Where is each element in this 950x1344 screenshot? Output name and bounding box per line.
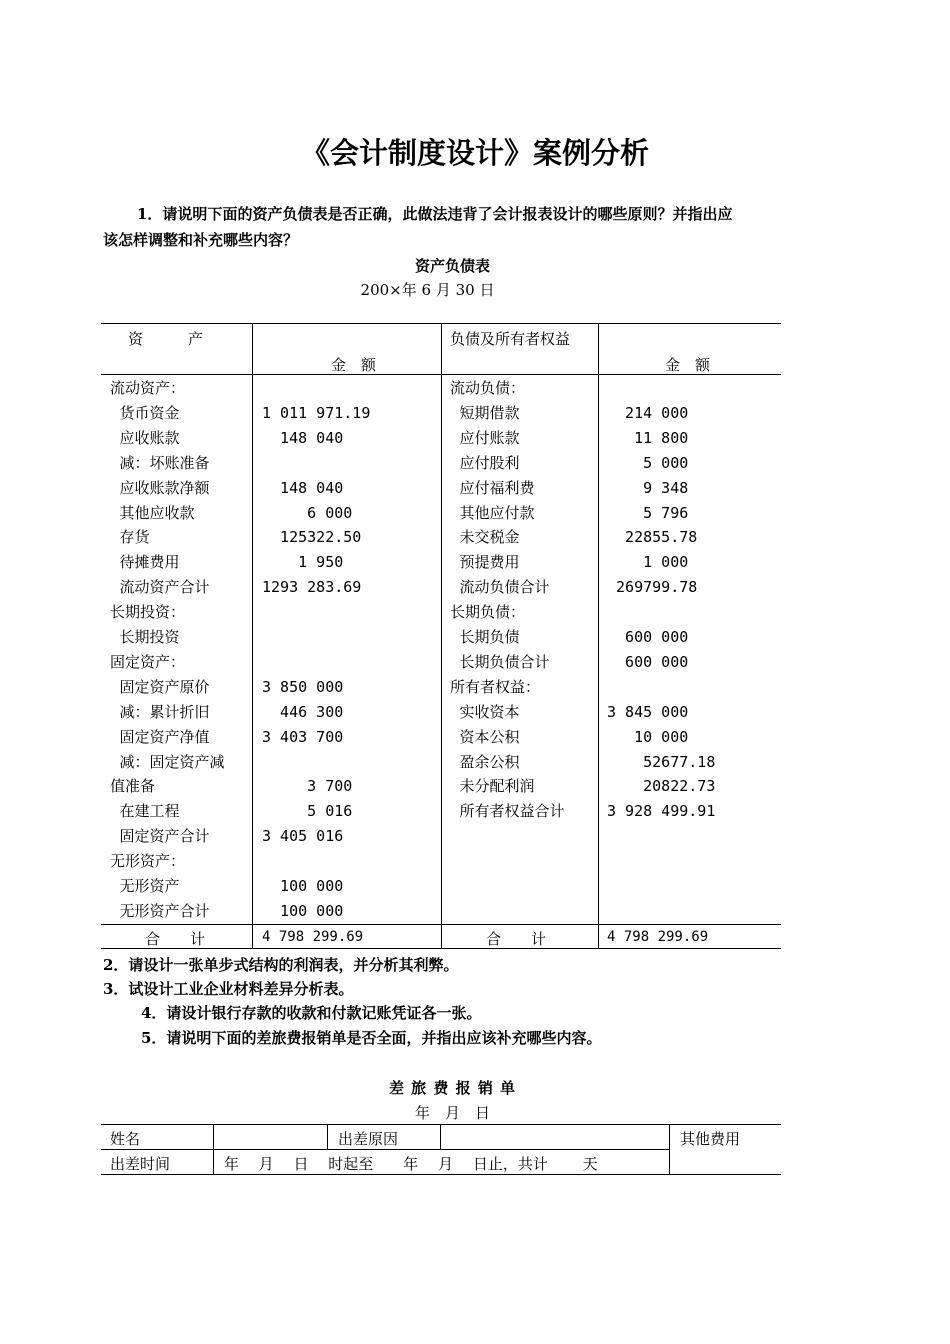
liability-amount: 22855.78 — [607, 528, 698, 547]
liability-amount: 1 000 — [607, 553, 689, 572]
question-4: 4．请设计银行存款的收款和付款记账凭证各一张。 — [141, 1004, 482, 1022]
question-3: 3．试设计工业企业材料差异分析表。 — [103, 980, 354, 998]
liability-label: 长期负债 — [450, 628, 520, 646]
travel-time-label: 出差时间 — [110, 1155, 171, 1173]
liability-label: 预提费用 — [450, 553, 520, 572]
asset-amount: 6 000 — [262, 503, 353, 522]
liability-label: 未分配利润 — [450, 777, 535, 796]
total-right-amount: 4 798 299.69 — [607, 929, 709, 945]
total-left-amount: 4 798 299.69 — [262, 929, 364, 945]
liability-label: 实收资本 — [450, 702, 520, 721]
form-top-rule — [101, 1124, 781, 1125]
liability-label: 流动负债： — [450, 379, 526, 397]
asset-amount: 148 040 — [262, 478, 344, 497]
form-bottom-rule — [101, 1174, 781, 1175]
table-col-divider-1 — [252, 323, 253, 948]
table-col-divider-2 — [441, 323, 442, 948]
asset-amount: 3 700 — [262, 777, 353, 796]
liability-label: 短期借款 — [450, 403, 520, 422]
liability-amount: 11 800 — [607, 428, 689, 447]
asset-label: 无形资产： — [110, 852, 186, 871]
liability-amount: 214 000 — [607, 403, 689, 422]
travel-form-date: 年 月 日 — [414, 1104, 490, 1122]
liability-amount: 10 000 — [607, 727, 689, 746]
name-label: 姓名 — [110, 1130, 141, 1148]
asset-label: 固定资产： — [110, 652, 186, 671]
liability-label: 所有者权益： — [450, 677, 541, 696]
asset-amount: 5 016 — [262, 802, 353, 821]
asset-label: 长期投资 — [110, 628, 180, 646]
liability-amount: 3 845 000 — [607, 702, 689, 721]
asset-label: 流动资产合计 — [110, 578, 210, 597]
asset-amount: 3 850 000 — [262, 677, 344, 696]
asset-label: 减：固定资产减 — [110, 752, 225, 771]
liability-amount: 600 000 — [607, 652, 689, 671]
liability-amount: 20822.73 — [607, 777, 716, 796]
asset-label: 减：坏账准备 — [110, 453, 210, 472]
asset-label: 存货 — [110, 528, 150, 547]
asset-label: 其他应收款 — [110, 503, 195, 522]
asset-label: 货币资金 — [110, 403, 180, 422]
asset-amount: 446 300 — [262, 702, 344, 721]
asset-label: 固定资产净值 — [110, 727, 210, 746]
asset-label: 流动资产： — [110, 379, 186, 397]
table-col-divider-3 — [598, 323, 599, 948]
form-col-divider-1 — [213, 1124, 214, 1174]
asset-amount: 3 403 700 — [262, 727, 344, 746]
liability-label: 应付股利 — [450, 453, 520, 472]
asset-label: 无形资产 — [110, 877, 180, 895]
liability-amount: 269799.78 — [607, 578, 698, 597]
liability-label: 未交税金 — [450, 528, 520, 547]
liability-amount: 600 000 — [607, 628, 689, 646]
liability-label: 长期负债合计 — [450, 652, 550, 671]
total-right-label: 合 计 — [486, 930, 547, 948]
liability-amount: 5 000 — [607, 453, 689, 472]
question-2: 2．请设计一张单步式结构的利润表，并分析其利弊。 — [103, 956, 459, 974]
header-amount-left: 金 额 — [331, 356, 377, 374]
reason-label: 出差原因 — [338, 1130, 399, 1148]
balance-sheet-title: 资产负债表 — [414, 257, 490, 275]
question-5: 5．请说明下面的差旅费报销单是否全面，并指出应该补充哪些内容。 — [141, 1029, 602, 1047]
asset-label: 固定资产原价 — [110, 677, 210, 696]
liability-amount: 5 796 — [607, 503, 689, 522]
asset-label: 在建工程 — [110, 802, 180, 821]
liability-label: 资本公积 — [450, 727, 520, 746]
asset-label: 值准备 — [110, 777, 156, 796]
asset-amount: 1293 283.69 — [262, 578, 362, 597]
form-col-divider-4 — [669, 1124, 670, 1174]
liability-label: 所有者权益合计 — [450, 802, 565, 821]
liability-amount: 9 348 — [607, 478, 689, 497]
liability-label: 其他应付款 — [450, 503, 535, 522]
total-left-label: 合 计 — [145, 930, 206, 948]
page-title: 《会计制度设计》案例分析 — [300, 136, 649, 170]
header-amount-right: 金 额 — [665, 356, 711, 374]
asset-amount: 100 000 — [262, 877, 344, 895]
asset-label: 长期投资： — [110, 603, 186, 622]
asset-amount: 3 405 016 — [262, 827, 344, 846]
asset-amount: 148 040 — [262, 428, 344, 447]
asset-amount: 1 950 — [262, 553, 344, 572]
liability-amount: 52677.18 — [607, 752, 716, 771]
asset-label: 应收账款净额 — [110, 478, 210, 497]
liability-label: 盈余公积 — [450, 752, 520, 771]
balance-sheet-date: 200×年 6 月 30 日 — [360, 281, 495, 299]
question-1-line-2: 该怎样调整和补充哪些内容？ — [103, 231, 299, 249]
travel-time-value: 年 月 日 时起至 年 月 日止，共计 天 — [224, 1155, 598, 1173]
asset-amount: 125322.50 — [262, 528, 362, 547]
liability-label: 应付账款 — [450, 428, 520, 447]
liability-label: 长期负债： — [450, 603, 526, 622]
asset-label: 无形资产合计 — [110, 901, 210, 920]
liability-label: 应付福利费 — [450, 478, 535, 497]
form-col-divider-2 — [327, 1124, 328, 1149]
liability-amount: 3 928 499.91 — [607, 802, 716, 821]
asset-amount: 100 000 — [262, 901, 344, 920]
asset-label: 固定资产合计 — [110, 827, 210, 846]
asset-amount: 1 011 971.19 — [262, 403, 371, 422]
asset-label: 减：累计折旧 — [110, 702, 210, 721]
asset-label: 应收账款 — [110, 428, 180, 447]
header-liabilities: 负债及所有者权益 — [450, 330, 571, 348]
question-1-line-1: 1．请说明下面的资产负债表是否正确，此做法违背了会计报表设计的哪些原则？并指出应 — [137, 205, 733, 223]
asset-label: 待摊费用 — [110, 553, 180, 572]
form-middle-rule — [101, 1149, 669, 1150]
form-col-divider-3 — [440, 1124, 441, 1149]
header-assets: 资 产 — [128, 330, 204, 348]
other-expenses-label: 其他费用 — [680, 1130, 741, 1148]
liability-label: 流动负债合计 — [450, 578, 550, 597]
travel-form-title: 差 旅 费 报 销 单 — [388, 1079, 517, 1097]
